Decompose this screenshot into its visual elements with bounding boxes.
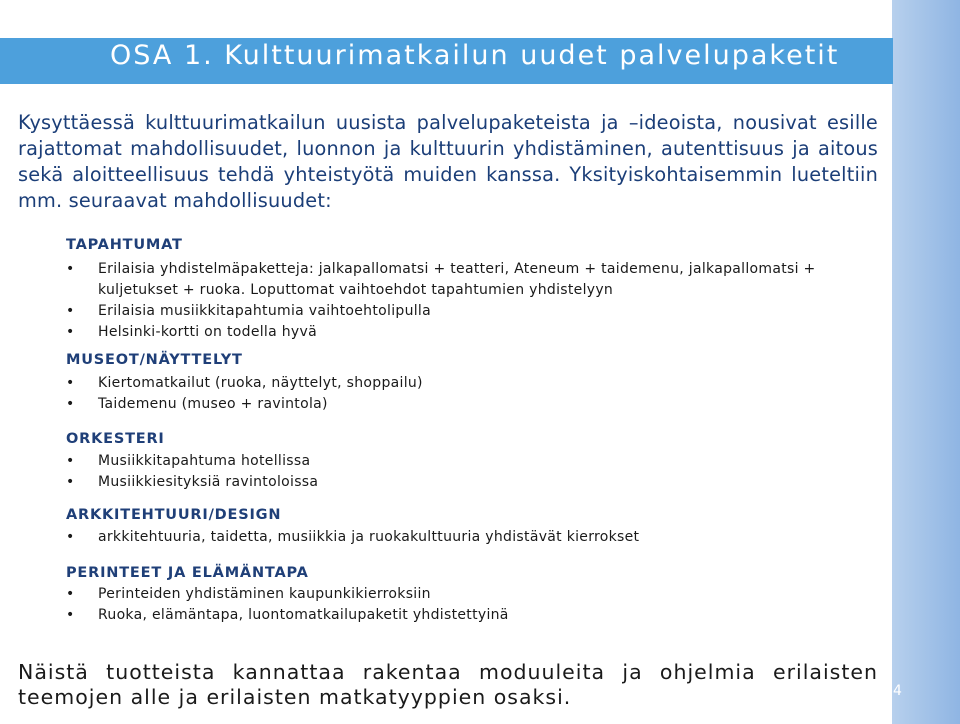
conclusion-text: Näistä tuotteista kannattaa rakentaa moduuleita ja ohjelmia erilaisten teemojen alle ja erilaisten matkatyyppien osaksi. — [18, 660, 878, 709]
page-number: 4 — [893, 683, 902, 699]
list-item: • Taidemenu (museo + ravintola) — [66, 394, 866, 415]
section-title: MUSEOT/NÄYTTELYT — [66, 352, 243, 368]
list-item: • Erilaisia yhdistelmäpaketteja: jalkapallomatsi + teatteri, Ateneum + taidemenu, jalkapallomatsi + kuljetukset + ruoka. Loputtomat vaihtoehdot tapahtumien yhdistelyyn — [66, 259, 866, 301]
section-title: ARKKITEHTUURI/DESIGN — [66, 507, 282, 523]
list-item: • Erilaisia musiikkitapahtumia vaihtoehtolipulla — [66, 301, 866, 322]
intro-paragraph — [18, 110, 878, 214]
section-title: ORKESTERI — [66, 431, 165, 447]
section-title: PERINTEET JA ELÄMÄNTAPA — [66, 565, 309, 581]
list-item: • Musiikkiesityksiä ravintoloissa — [66, 472, 866, 493]
section-tapahtumat — [66, 236, 866, 343]
section-title: TAPAHTUMAT — [66, 237, 183, 253]
list-item: • Musiikkitapahtuma hotellissa — [66, 451, 866, 472]
list-item: • Kiertomatkailut (ruoka, näyttelyt, shoppailu) — [66, 373, 866, 394]
list-item: • Ruoka, elämäntapa, luontomatkailupaketit yhdistettyinä — [66, 605, 866, 626]
intro-text: Kysyttäessä kulttuurimatkailun uusista palvelupaketeista ja –ideoista, nousivat esille rajattomat mahdollisuudet, luonnon ja kulttuurin yhdistäminen, autenttisuus ja aitous sekä aloitteellisuus tehdä yhteistyötä muiden kanssa. Yksityiskohtaisemmin lueteltiin mm. seuraavat mahdollisuudet: — [18, 111, 878, 212]
section-orkesteri — [66, 430, 866, 493]
list-item: • arkkitehtuuria, taidetta, musiikkia ja ruokakulttuuria yhdistävät kierrokset — [66, 527, 866, 548]
section-perinteet-elamantapa — [66, 564, 866, 626]
list-item: • Helsinki-kortti on todella hyvä — [66, 322, 866, 343]
side-decoration-band — [892, 0, 960, 724]
slide-title: OSA 1. Kulttuurimatkailun uudet palvelupaketit — [110, 40, 840, 71]
section-arkkitehtuuri-design — [66, 506, 866, 548]
section-museot-nayttelyt — [66, 351, 866, 415]
list-item: • Perinteiden yhdistäminen kaupunkikierroksiin — [66, 584, 866, 605]
